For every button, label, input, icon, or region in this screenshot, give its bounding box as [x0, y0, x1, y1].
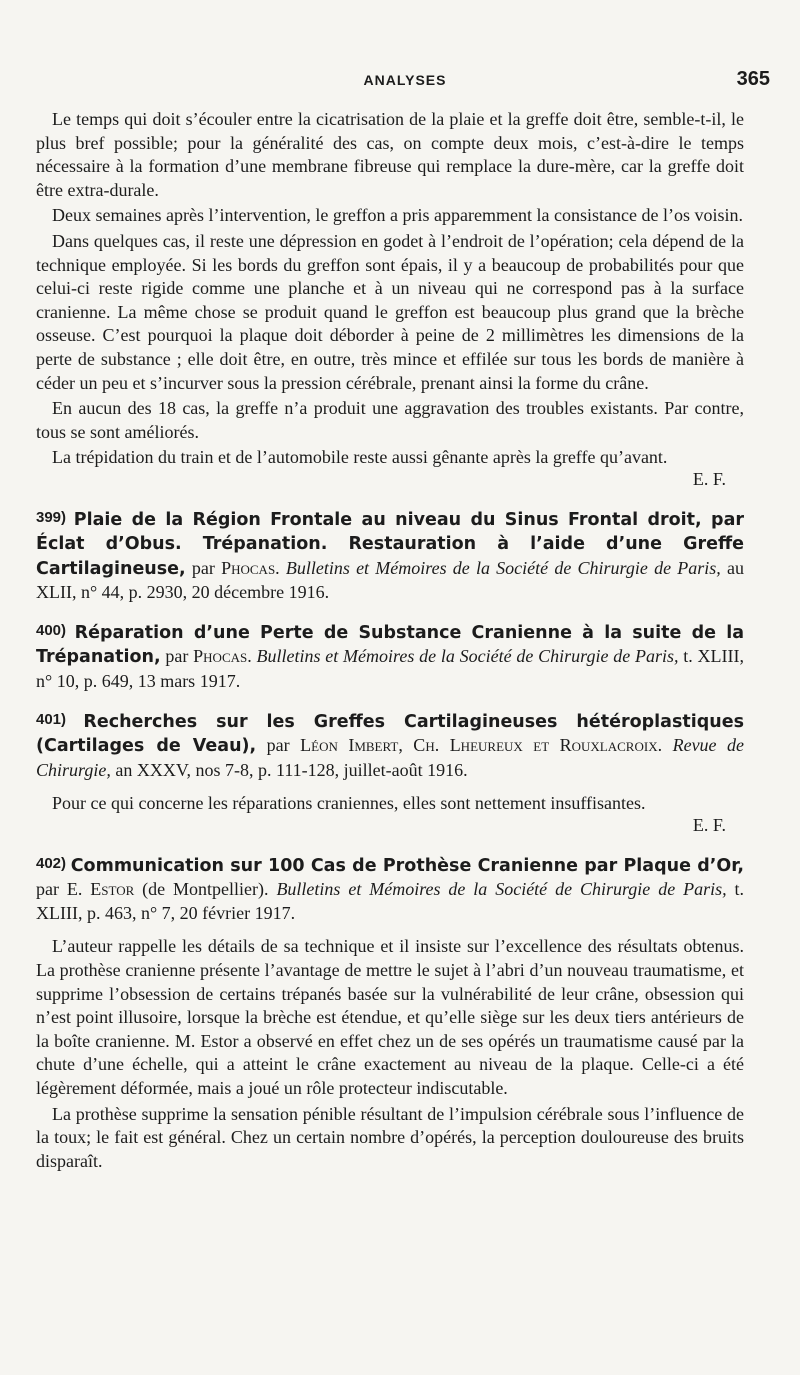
entry-by: par [185, 557, 222, 578]
entry-number: 401) [36, 710, 67, 728]
entry-journal: Bulletins et Mémoires de la Société de Chirurgie de Paris, [276, 879, 727, 900]
paragraph: En aucun des 18 cas, la greffe n’a produit une aggravation des troubles existants. Par contre, tous se sont améliorés. [36, 398, 744, 442]
entry-number: 400) [36, 621, 67, 639]
entry-title: Recherches sur les Greffes Cartilagineuses hétéroplastiques (Cartilages de Veau), [36, 711, 745, 757]
entry-reference: t. XLIII, n° 10, p. 649, 13 mars 1917. [36, 646, 745, 692]
paragraph: L’auteur rappelle les détails de sa technique et il insiste sur l’excellence des résultats obtenus. La prothèse cranienne présente l’avantage de mettre le sujet à l’abri d’un nouveau traumatisme, et supprime l’obsession de certains trépanés basée sur la vulnérabilité de leur crâne, obsession qui n’est point illusoire, lorsque la brèche est étendue, et qu’elle siège sur les deux tiers antérieurs de la boîte cranienne. M. Estor a observé en effet chez un de ses opérés un traumatisme causé par la chute d’une échelle, qui a atteint le crâne exactement au niveau de la plaque. Celle-ci a été légèrement déformée, mais a joué un rôle protecteur indiscutable. [36, 936, 744, 1098]
entry-sep: . [657, 735, 673, 756]
entry-402 [36, 852, 744, 926]
entry-400 [36, 619, 744, 694]
paragraph: La prothèse supprime la sensation pénible résultant de l’impulsion cérébrale sous l’influence de la toux; le fait est général. Chez un certain nombre d’opérés, la perception douloureuse des bruits disparaît. [36, 1103, 744, 1171]
entry-by: par E. [36, 879, 91, 900]
entry-reference: an XXXV, nos 7-8, p. 111-128, juillet-août 1916. [110, 759, 468, 780]
paragraph: Le temps qui doit s’écouler entre la cicatrisation de la plaie et la greffe doit être, semble-t-il, le plus bref possible; pour la généralité des cas, on compte deux mois, c’est-à-dire le temps nécessaire à la formation d’une membrane fibreuse qui remplace la dure-mère, car la greffe doit être extra-durale. [36, 109, 744, 200]
entry-journal: Bulletins et Mémoires de la Société de Chirurgie de Paris, [256, 646, 679, 667]
paragraph: Deux semaines après l’intervention, le greffon a pris apparemment la consistance de l’os voisin. [52, 205, 743, 226]
entry-place: (de Montpellier). [134, 879, 277, 900]
entry-title: Communication sur 100 Cas de Prothèse Cranienne par Plaque d’Or, [70, 855, 744, 876]
paragraph: Dans quelques cas, il reste une dépression en godet à l’endroit de l’opération; cela dépend de la technique employée. Si les bords du greffon sont épais, il y a beaucoup de probabilités pour que celui-ci reste rigide comme une planche et à un niveau qui ne correspond pas à la surface cranienne. La même chose se produit quand le greffon est beaucoup plus grand que la brèche osseuse. C’est pourquoi la plaque doit déborder à peine de 2 millimètres les dimensions de la perte de substance ; elle doit être, en outre, très mince et effilée sur tous les bords de manière à céder un peu et s’incurver sous la pression cérébrale, prenant ainsi la forme du crâne. [36, 230, 744, 393]
running-head: ANALYSES [363, 72, 447, 88]
entry-author: Estor [90, 879, 135, 900]
signature: E. F. [692, 468, 726, 489]
signature: E. F. [692, 815, 726, 836]
entry-399 [36, 506, 744, 605]
entry-by: par [160, 646, 194, 667]
paragraph: Pour ce qui concerne les réparations craniennes, elles sont nettement insuffisantes. [52, 793, 646, 814]
entry-title: Réparation d’une Perte de Substance Cranienne à la suite de la Trépanation, [36, 622, 745, 668]
entry-by: par [256, 735, 301, 756]
entry-401 [36, 708, 744, 783]
entry-author: Phocas [193, 646, 248, 667]
entry-reference: t. XLIII, p. 463, n° 7, 20 février 1917. [36, 879, 744, 923]
entry-sep: . [247, 646, 257, 667]
paragraph: La trépidation du train et de l’automobile reste aussi gênante après la greffe qu’avant. [52, 447, 668, 468]
page-number: 365 [736, 68, 770, 90]
page-body [36, 108, 744, 1173]
entry-author: Léon Imbert, Ch. Lheureux et Rouxlacroix [300, 735, 658, 756]
entry-number: 399) [36, 508, 67, 526]
entry-journal: Revue de Chirurgie, [36, 735, 745, 780]
entry-journal: Bulletins et Mémoires de la Société de Chirurgie de Paris, [285, 557, 721, 578]
page-header [40, 68, 770, 92]
entry-author: Phocas [221, 557, 276, 578]
entry-reference: au XLII, n° 44, p. 2930, 20 décembre 1916. [36, 557, 744, 603]
entry-number: 402) [36, 854, 67, 872]
entry-sep: . [275, 557, 286, 578]
entry-title: Plaie de la Région Frontale au niveau du Sinus Frontal droit, par Éclat d’Obus. Trépanation. Restauration à l’aide d’une Greffe Cartilagineuse, [36, 509, 745, 579]
